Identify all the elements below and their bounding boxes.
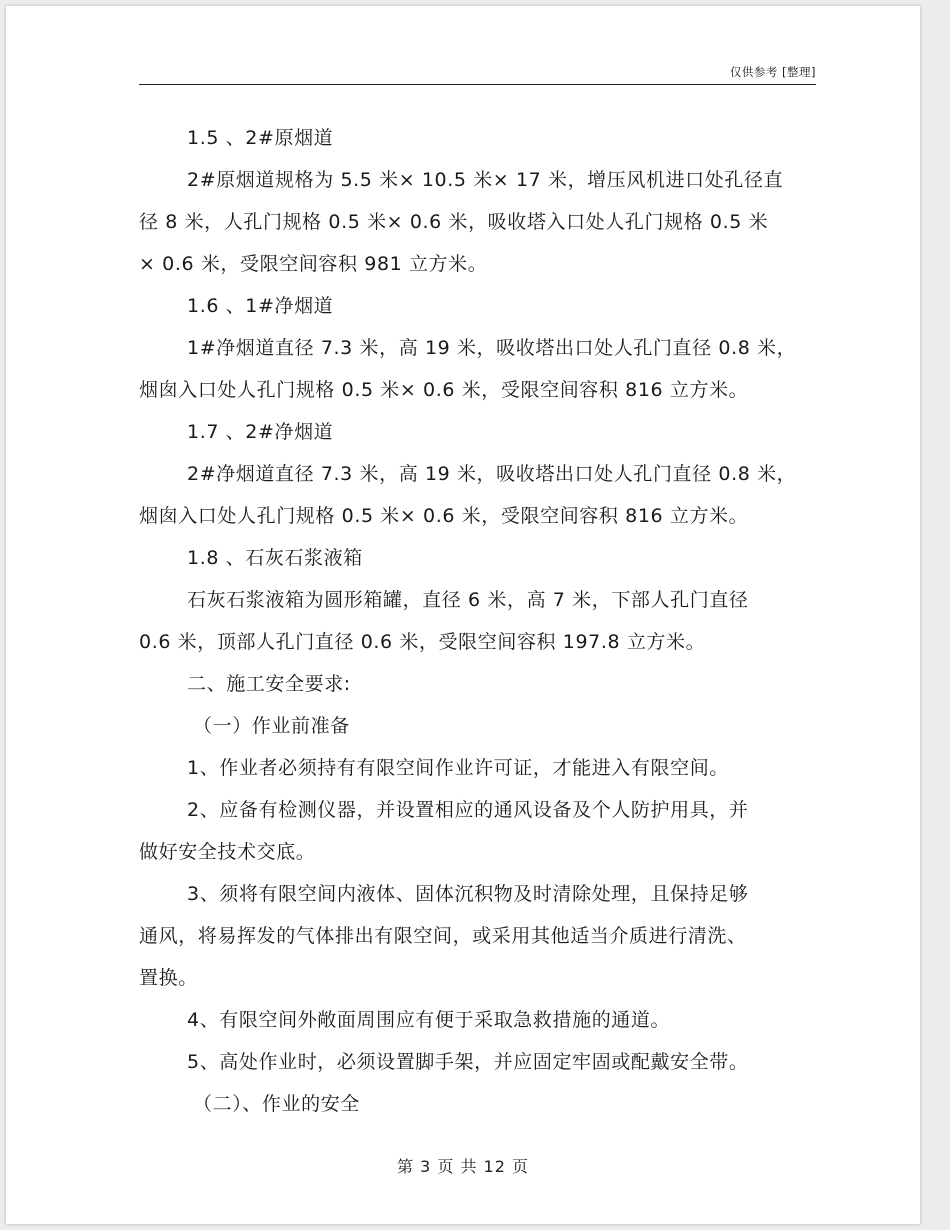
paragraph-line: 0.6 米，顶部人孔门直径 0.6 米，受限空间容积 197.8 立方米。 — [139, 631, 706, 653]
list-item: 2、应备有检测仪器，并设置相应的通风设备及个人防护用具，并 — [187, 799, 749, 821]
header-note: 仅供参考 [整理] — [729, 65, 816, 79]
section-heading: 1.6 、1#净烟道 — [187, 295, 334, 317]
paragraph-line: 烟囱入口处人孔门规格 0.5 米× 0.6 米，受限空间容积 816 立方米。 — [139, 379, 749, 401]
list-item: 5、高处作业时，必须设置脚手架，并应固定牢固或配戴安全带。 — [187, 1051, 749, 1073]
document-body — [139, 117, 816, 1125]
list-item-continuation: 通风，将易挥发的气体排出有限空间，或采用其他适当介质进行清洗、 — [139, 925, 747, 947]
paragraph-line: 1#净烟道直径 7.3 米，高 19 米，吸收塔出口处人孔门直径 0.8 米， — [187, 337, 797, 359]
page-header — [139, 62, 816, 85]
paragraph-line: × 0.6 米，受限空间容积 981 立方米。 — [139, 253, 488, 275]
list-item-continuation: 置换。 — [139, 967, 198, 989]
paragraph-line: 烟囱入口处人孔门规格 0.5 米× 0.6 米，受限空间容积 816 立方米。 — [139, 505, 749, 527]
subsection-heading: （一）作业前准备 — [193, 715, 350, 737]
list-item-continuation: 做好安全技术交底。 — [139, 841, 316, 863]
subsection-heading: （二）、作业的安全 — [193, 1093, 360, 1115]
page-number: 第 3 页 共 12 页 — [397, 1157, 529, 1176]
paragraph-line: 2#净烟道直径 7.3 米，高 19 米，吸收塔出口处人孔门直径 0.8 米， — [187, 463, 797, 485]
list-item: 3、须将有限空间内液体、固体沉积物及时清除处理，且保持足够 — [187, 883, 749, 905]
section-heading: 1.5 、2#原烟道 — [187, 127, 334, 149]
section-heading: 1.7 、2#净烟道 — [187, 421, 334, 443]
list-item: 4、有限空间外敞面周围应有便于采取急救措施的通道。 — [187, 1009, 671, 1031]
section-heading: 1.8 、石灰石浆液箱 — [187, 547, 363, 569]
list-item: 1、作业者必须持有有限空间作业许可证，才能进入有限空间。 — [187, 757, 729, 779]
paragraph-line: 2#原烟道规格为 5.5 米× 10.5 米× 17 米，增压风机进口处孔径直 — [187, 169, 784, 191]
section-heading: 二、施工安全要求: — [187, 673, 351, 695]
paragraph-line: 石灰石浆液箱为圆形箱罐，直径 6 米，高 7 米，下部人孔门直径 — [187, 589, 749, 611]
document-page — [6, 6, 920, 1224]
paragraph-line: 径 8 米，人孔门规格 0.5 米× 0.6 米，吸收塔入口处人孔门规格 0.5 米 — [139, 211, 769, 233]
